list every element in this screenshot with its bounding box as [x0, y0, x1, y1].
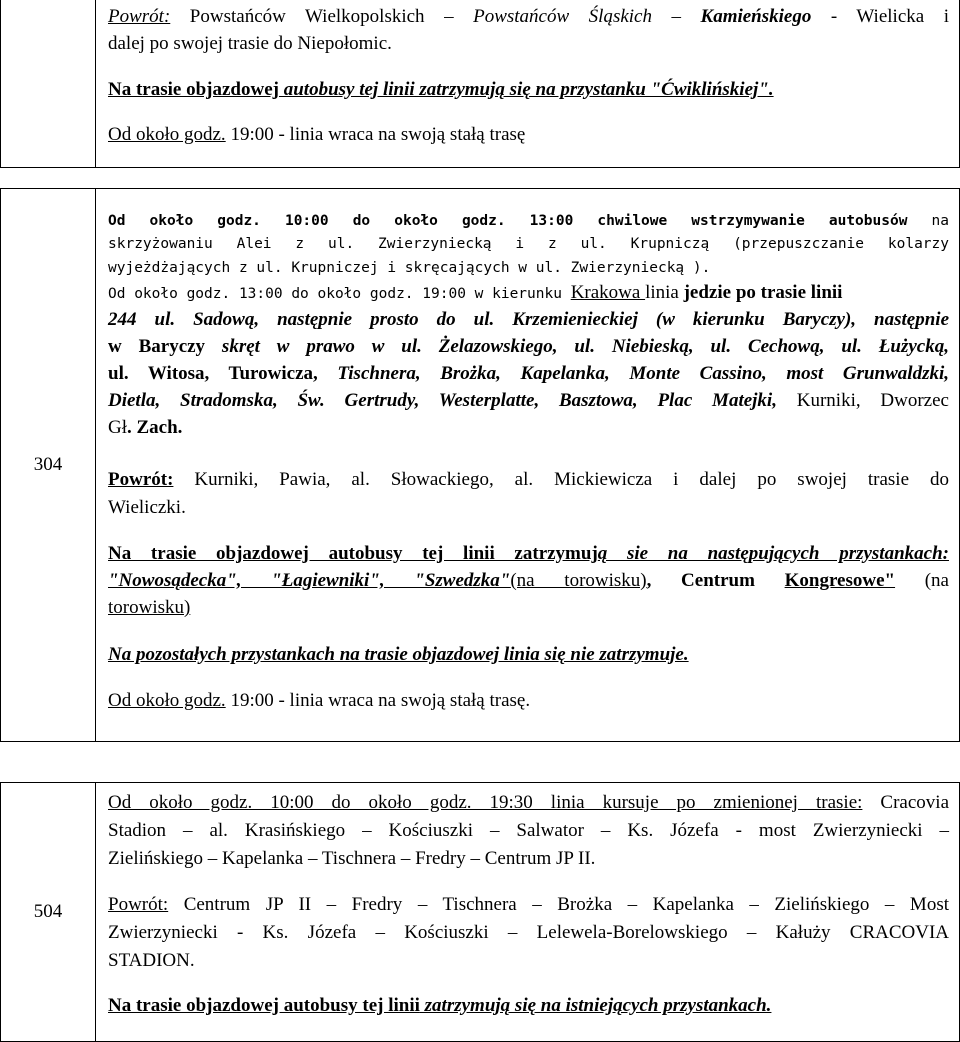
detour-stop-notice: Na trasie objazdowej autobusy tej linii zatrzymują się na przystanku "Ćwiklińskiej". — [108, 79, 774, 100]
closure-line-3: wyjeżdżających z ul. Krupniczej i skręcających w ul. Zwierzyniecką ). — [108, 260, 711, 276]
detour-stops-line-1: Na trasie objazdowej autobusy tej linii zatrzymują sie na następujących przystankach: — [108, 543, 949, 564]
return-line-2: Wieliczki. — [108, 497, 186, 518]
closure-line-1: Od około godz. 10:00 do około godz. 13:00 chwilowe wstrzymywanie autobusów na — [108, 213, 949, 229]
return-line-2: Zwierzyniecki - Ks. Józefa – Kościuszki – Lelewela-Borelowskiego – Kałuży CRACOVIA — [108, 922, 949, 943]
return-line-3: STADION. — [108, 950, 195, 971]
return-route-line: Powrót: Powstańców Wielkopolskich – Powstańców Śląskich – Kamieńskiego - Wielicka i — [108, 6, 949, 27]
restore-time-notice: Od około godz. 19:00 - linia wraca na swoją stałą trasę — [108, 124, 526, 145]
route-row-304 — [0, 188, 960, 742]
detour-line-7: ul. Witosa, Turowicza, Tischnera, Brożka, Kapelanka, Monte Cassino, most Grunwaldzki, — [108, 363, 950, 384]
restore-time-notice: Od około godz. 19:00 - linia wraca na swoją stałą trasę. — [108, 690, 531, 711]
route-table-continued — [0, 0, 960, 168]
no-stop-notice: Na pozostałych przystankach na trasie objazdowej linia się nie zatrzymuje. — [108, 644, 689, 665]
route-row-504 — [0, 782, 960, 1042]
detour-line-6: w Baryczy skręt w prawo w ul. Żelazowskiego, ul. Niebieską, ul. Cechową, ul. Łużycką, — [108, 336, 949, 357]
route-number-cell — [1, 0, 96, 167]
return-line: Powrót: Kurniki, Pawia, al. Słowackiego, al. Mickiewicza i dalej po swojej trasie do — [108, 469, 949, 490]
detour-line-8: Dietla, Stradomska, Św. Gertrudy, Westerplatte, Basztowa, Plac Matejki, Kurniki, Dworzec — [108, 390, 949, 411]
detour-line-1: Od około godz. 10:00 do około godz. 19:30 linia kursuje po zmienionej trasie: Cracovia — [108, 792, 949, 813]
return-line: Powrót: Centrum JP II – Fredry – Tischnera – Brożka – Kapelanka – Zielińskiego – Most — [108, 894, 949, 915]
return-route-line-2: dalej po swojej trasie do Niepołomic. — [108, 33, 392, 54]
detour-line-3: Zielińskiego – Kapelanka – Tischnera – Fredry – Centrum JP II. — [108, 848, 596, 869]
detour-line-5: 244 ul. Sadową, następnie prosto do ul. Krzemienieckiej (w kierunku Baryczy), następnie — [108, 309, 949, 330]
route-number: 304 — [1, 189, 96, 741]
detour-line-9: Gł. Zach. — [108, 417, 183, 438]
detour-stop-notice: Na trasie objazdowej autobusy tej linii zatrzymują się na istniejących przystankach. — [108, 995, 772, 1016]
route-number: 504 — [1, 783, 96, 1041]
detour-line-2: Stadion – al. Krasińskiego – Kościuszki – Salwator – Ks. Józefa - most Zwierzyniecki – — [108, 820, 949, 841]
detour-stops-line-2: "Nowosądecka", "Łagiewniki", "Szwedzka"(na torowisku), Centrum Kongresowe" (na — [108, 570, 949, 591]
detour-stops-line-3: torowisku) — [108, 597, 191, 618]
detour-line-4: Od około godz. 13:00 do około godz. 19:00 w kierunku Krakowa linia jedzie po trasie linii — [108, 282, 843, 303]
closure-line-2: skrzyżowaniu Alei z ul. Zwierzyniecką i z ul. Krupniczą (przepuszczanie kolarzy — [108, 236, 949, 252]
return-label: Powrót: — [108, 6, 171, 27]
